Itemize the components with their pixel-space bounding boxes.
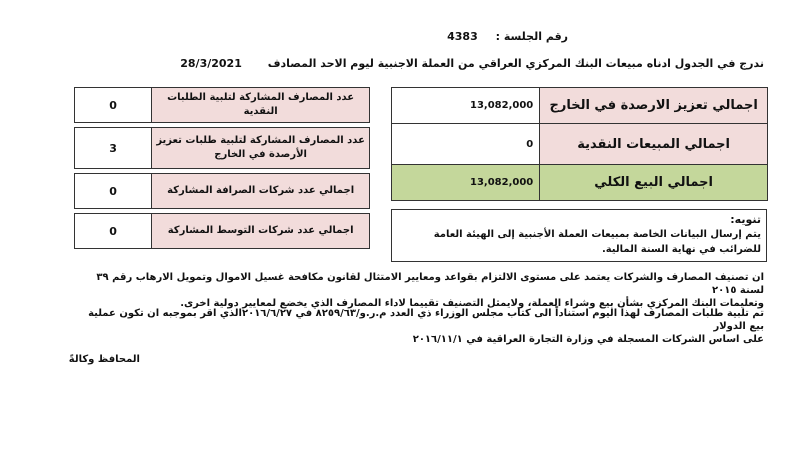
sales-summary-table: [391, 87, 768, 201]
intro-line: [180, 57, 764, 70]
table-row: [75, 214, 370, 249]
value-cell: 13,082,000: [392, 165, 540, 201]
table-row: [392, 165, 768, 201]
value-cell: 13,082,000: [392, 88, 540, 124]
paragraph-line: تم تلبية طلبات المصارف لهذا اليوم استناداً الى كتاب مجلس الوزراء ذي العدد م.ر.و/٨٢٥٩/٦٣ في ٢٠١٦/٦/٢٧الذي اقر بموجبه ان تكون عملية بيع الدولار: [88, 308, 764, 332]
participants-table: [74, 87, 370, 249]
label-cell: اجمالي عدد شركات الصرافة المشاركة: [152, 174, 370, 209]
paragraph-line: ان تصنيف المصارف والشركات يعتمد على مستوى الالتزام بقواعد ومعايير الامتثال لقانون مكافحة غسيل الاموال وتمويل الارهاب رقم ٣٩ لسنة ٢٠١٥: [96, 272, 764, 296]
table-row: [75, 174, 370, 209]
table-row: [392, 124, 768, 165]
label-cell: اجمالي عدد شركات التوسط المشاركة: [152, 214, 370, 249]
value-cell: 3: [75, 128, 152, 169]
label-cell: اجمالي البيع الكلي: [540, 165, 768, 201]
value-cell: 0: [75, 174, 152, 209]
notice-title: تنويه:: [730, 213, 761, 226]
label-cell: عدد المصارف المشاركة لتلبية الطلبات النقدية: [152, 88, 370, 123]
label-cell: اجمالي المبيعات النقدية: [540, 124, 768, 165]
session-line: [447, 30, 568, 43]
label-cell: اجمالي تعزيز الارصدة في الخارج: [540, 88, 768, 124]
table-row: [75, 128, 370, 169]
ministry-paragraph: [84, 307, 764, 346]
intro-text: ندرج في الجدول ادناه مبيعات البنك المركزي العراقي من العملة الاجنبية ليوم الاحد المصادف: [267, 57, 764, 70]
session-label: رقم الجلسة :: [495, 30, 568, 43]
paragraph-line: على اساس الشركات المسجلة في وزارة التجارة العراقية في ٢٠١٦/١١/١: [412, 334, 764, 345]
value-cell: 0: [392, 124, 540, 165]
value-cell: 0: [75, 88, 152, 123]
intro-date: 28/3/2021: [180, 57, 242, 70]
session-number: 4383: [447, 30, 478, 43]
signature: المحافظ وكالةً: [68, 354, 140, 365]
table-row: [392, 88, 768, 124]
label-cell: عدد المصارف المشاركة لتلبية طلبات تعزيز الأرصدة في الخارج: [152, 128, 370, 169]
classification-paragraph: [84, 271, 764, 310]
paragraph-line: وتعليمات البنك المركزي بشأن بيع وشراء العملة، ولايمثل التصنيف تقييما لاداء المصارف الذي يخضع لمعايير دولية اخرى.: [180, 298, 764, 309]
notice-box: [391, 209, 767, 262]
table-row: [75, 88, 370, 123]
value-cell: 0: [75, 214, 152, 249]
notice-text: يتم إرسال البيانات الخاصة بمبيعات العملة الأجنبية إلى الهيئة العامة للضرائب في نهاية السنة المالية.: [433, 229, 761, 255]
